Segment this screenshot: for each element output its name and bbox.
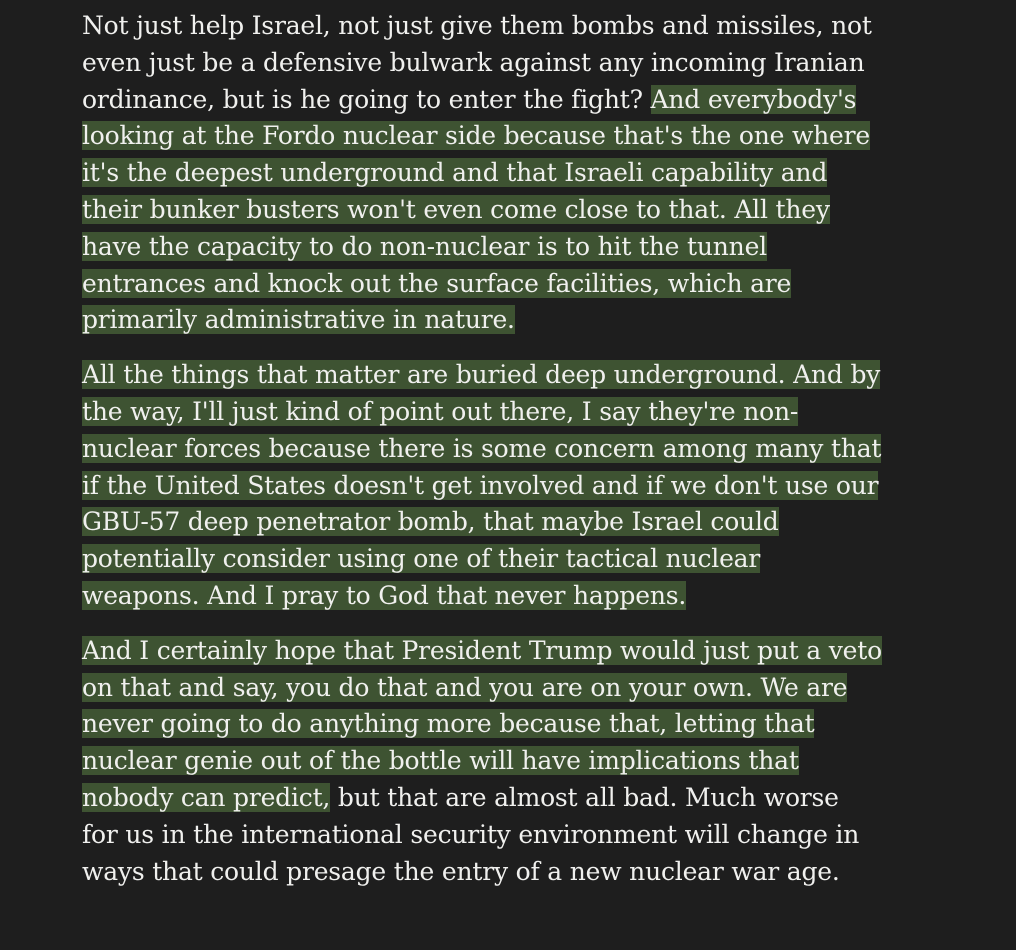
paragraph-3 [82, 633, 882, 891]
paragraph-2-highlighted-text[interactable]: All the things that matter are buried deep underground. And by the way, I'll just kind of point out there, I say they're non-nuclear forces because there is some concern among many that if the United States doesn't get involved and if we don't use our GBU-57 deep penetrator bomb, that maybe Israel could potentially consider using one of their tactical nuclear weapons. And I pray to God that never happens. [82, 360, 882, 610]
paragraph-3-highlighted-text[interactable]: And I certainly hope that President Trump would just put a veto on that and say, you do that and you are on your own. We are never going to do anything more because that, letting that nuclear genie out of the bottle will have implications that nobody can predict, [82, 635, 882, 812]
paragraph-2 [82, 357, 882, 615]
paragraph-1-highlighted-text[interactable]: And everybody's looking at the Fordo nuclear side because that's the one where it's the deepest underground and that Israeli capability and their bunker busters won't even come close to that. All they have the capacity to do non-nuclear is to hit the tunnel entrances and knock out the surface facilities, which are primarily administrative in nature. [82, 84, 870, 335]
paragraph-3-plain-after: but that are almost all bad. Much worse for us in the international security environment will change in ways that could presage the entry of a new nuclear war age. [82, 782, 860, 886]
paragraph-1-plain-before: Not just help Israel, not just give them bombs and missiles, not even just be a defensive bulwark against any incoming Iranian ordinance, but is he going to enter the fight? [82, 11, 872, 114]
paragraph-1 [82, 8, 882, 339]
transcript-document [82, 8, 882, 890]
